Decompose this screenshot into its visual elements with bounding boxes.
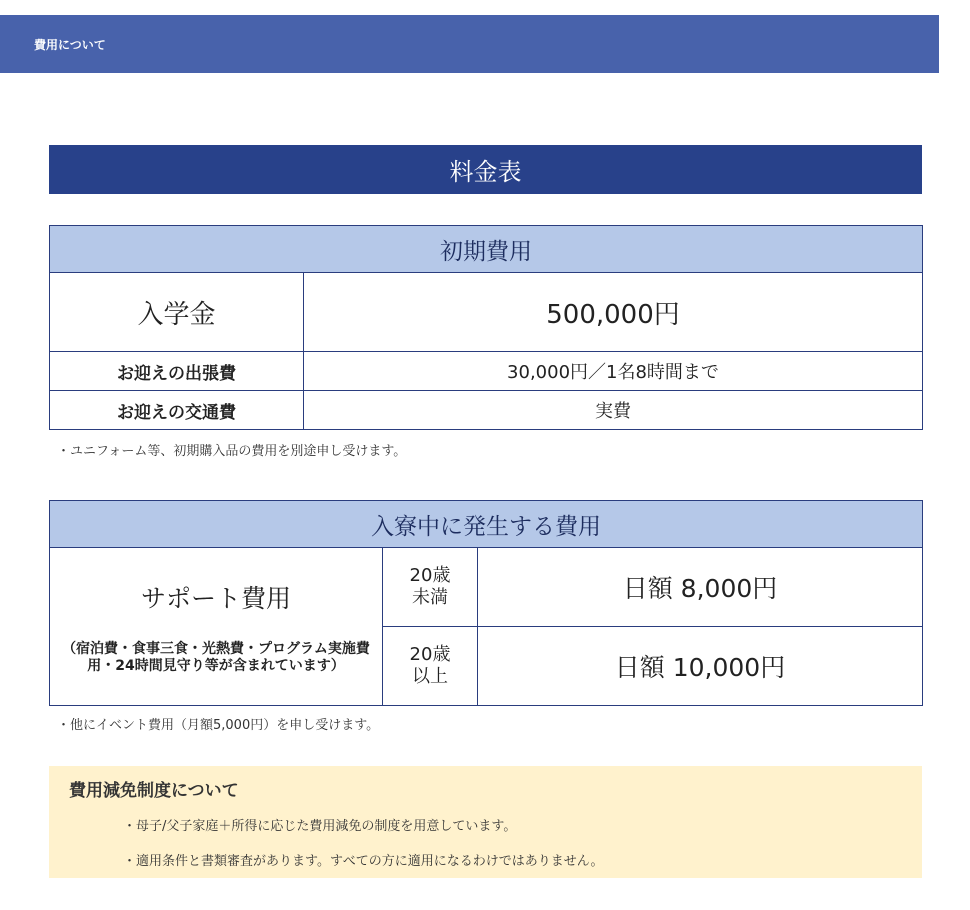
initial-cost-note: ・ユニフォーム等、初期購入品の費用を別途申し受けます。 (57, 444, 407, 459)
initial-cost-heading: 初期費用 (50, 226, 923, 273)
page-header (0, 15, 939, 73)
age-cell (383, 627, 478, 706)
support-cost-description: （宿泊費・食事三食・光熱費・プログラム実施費用・24時間見守り等が含まれています） (62, 640, 370, 674)
daily-fee-20-and-over: 日額 10,000円 (478, 627, 923, 706)
age-line: 未満 (412, 587, 448, 608)
support-cost-title: サポート費用 (140, 583, 291, 613)
fee-table-title: 料金表 (49, 145, 922, 194)
age-line: 20歳 (409, 644, 451, 665)
pickup-transport-fee-value: 実費 (304, 391, 923, 430)
stay-cost-heading: 入寮中に発生する費用 (50, 501, 923, 548)
pickup-trip-fee-label: お迎えの出張費 (50, 352, 304, 391)
age-line: 20歳 (409, 565, 451, 586)
table-row (50, 391, 923, 430)
reduction-info-box (49, 766, 922, 878)
reduction-item: ・母子/父子家庭＋所得に応じた費用減免の制度を用意しています。 (123, 819, 517, 834)
stay-cost-note: ・他にイベント費用（月額5,000円）を申し受けます。 (57, 718, 380, 733)
pickup-transport-fee-label: お迎えの交通費 (50, 391, 304, 430)
table-row (50, 548, 923, 627)
reduction-title: 費用減免制度について (69, 781, 239, 801)
table-row (50, 352, 923, 391)
enrollment-fee-value: 500,000円 (304, 273, 923, 352)
stay-cost-table (49, 500, 923, 706)
enrollment-fee-label: 入学金 (50, 273, 304, 352)
support-cost-cell (50, 548, 383, 706)
header-title: 費用について (34, 37, 106, 52)
daily-fee-under-20: 日額 8,000円 (478, 548, 923, 627)
age-line: 以上 (412, 666, 448, 687)
initial-cost-table (49, 225, 923, 430)
table-row (50, 273, 923, 352)
age-cell (383, 548, 478, 627)
pickup-trip-fee-value: 30,000円／1名8時間まで (304, 352, 923, 391)
reduction-item: ・適用条件と書類審査があります。すべての方に適用になるわけではありません。 (123, 854, 604, 869)
